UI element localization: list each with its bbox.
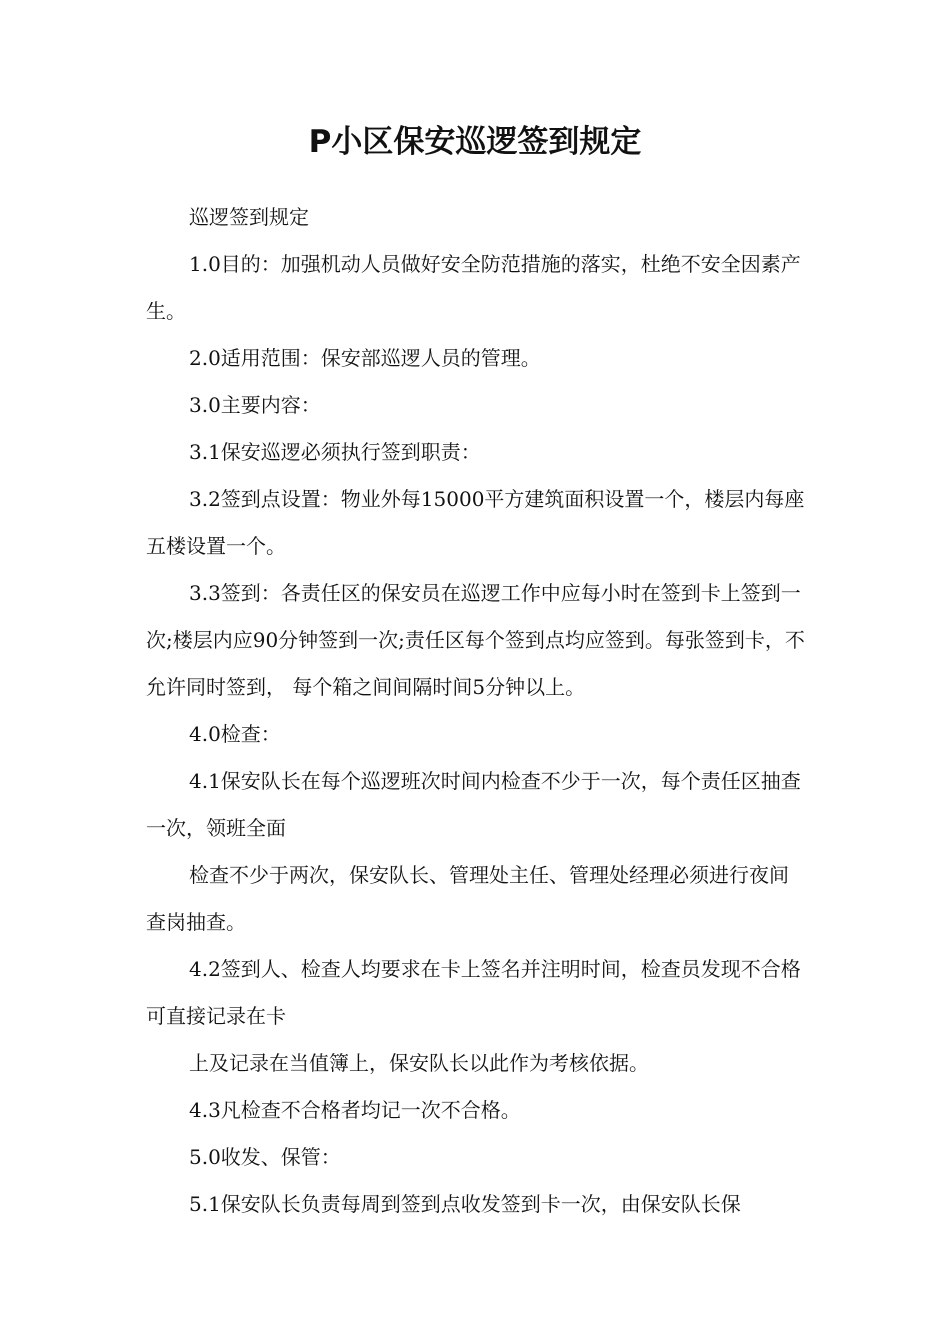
paragraph-4-1: 4.1保安队长在每个巡逻班次时间内检查不少于一次，每个责任区抽查一次，领班全面 <box>146 769 801 840</box>
paragraph-4-0: 4.0检查： <box>189 722 281 746</box>
paragraph-heading: 巡逻签到规定 <box>189 205 309 229</box>
paragraph-4-1-continued: 检查不少于两次，保安队长、管理处主任、管理处经理必须进行夜间查岗抽查。 <box>146 863 789 934</box>
paragraph-5-0: 5.0收发、保管： <box>189 1145 341 1169</box>
paragraph-3-3: 3.3签到：各责任区的保安员在巡逻工作中应每小时在签到卡上签到一次;楼层内应90分钟签到一次;责任区每个签到点均应签到。每张签到卡，不允许同时签到， 每个箱之间间隔时间5分钟以上。 <box>146 581 805 699</box>
paragraph-3-1: 3.1保安巡逻必须执行签到职责： <box>189 440 481 464</box>
paragraph-purpose: 1.0目的：加强机动人员做好安全防范措施的落实，杜绝不安全因素产生。 <box>146 252 801 323</box>
paragraph-main-content: 3.0主要内容： <box>189 393 321 417</box>
paragraph-3-2: 3.2签到点设置：物业外每15000平方建筑面积设置一个，楼层内每座五楼设置一个。 <box>146 487 805 558</box>
document-title: P小区保安巡逻签到规定 <box>308 124 642 160</box>
paragraph-4-2-continued: 上及记录在当值簿上，保安队长以此作为考核依据。 <box>189 1051 649 1075</box>
paragraph-scope: 2.0适用范围：保安部巡逻人员的管理。 <box>189 346 541 370</box>
paragraph-4-2: 4.2签到人、检查人均要求在卡上签名并注明时间，检查员发现不合格可直接记录在卡 <box>146 957 801 1028</box>
paragraph-5-1: 5.1保安队长负责每周到签到点收发签到卡一次，由保安队长保 <box>189 1192 741 1216</box>
document-body <box>146 194 806 1228</box>
paragraph-4-3: 4.3凡检查不合格者均记一次不合格。 <box>189 1098 521 1122</box>
